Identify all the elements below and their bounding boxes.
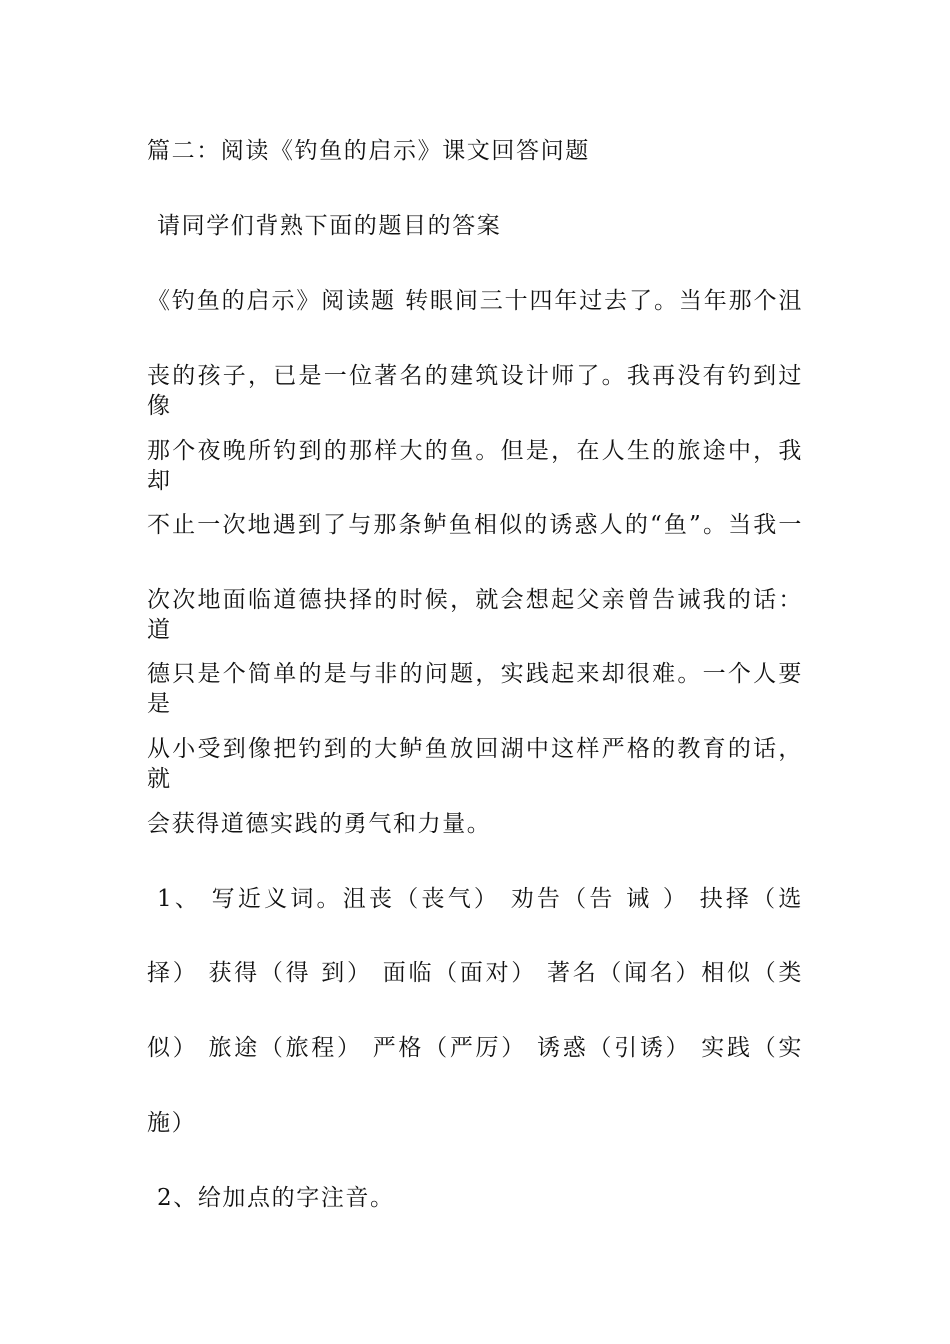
passage-line: 德只是个简单的是与非的问题，实践起来却很难。一个人要是 xyxy=(147,661,803,717)
passage-line: 丧的孩子，已是一位著名的建筑设计师了。我再没有钓到过像 xyxy=(147,363,803,419)
document-subtitle: 请同学们背熟下面的题目的答案 xyxy=(157,213,502,239)
passage-line: 《钓鱼的启示》阅读题 转眼间三十四年过去了。当年那个沮 xyxy=(147,288,803,314)
passage-line: 会获得道德实践的勇气和力量。 xyxy=(147,811,492,837)
question-1-line: 似） 旅途（旅程） 严格（严厉） 诱惑（引诱） 实践（实 xyxy=(147,1035,803,1061)
question-1-line: 施） xyxy=(147,1110,197,1136)
question-1-line: 择） 获得（得 到） 面临（面对） 著名（闻名）相似（类 xyxy=(147,960,803,986)
question-1-line: 1、 写近义词。沮丧（丧气） 劝告（告 诫 ） 抉择（选 xyxy=(157,886,803,912)
passage-line: 那个夜晚所钓到的那样大的鱼。但是，在人生的旅途中，我却 xyxy=(147,438,803,494)
document-title: 篇二：阅读《钓鱼的启示》课文回答问题 xyxy=(147,138,590,164)
passage-line: 从小受到像把钓到的大鲈鱼放回湖中这样严格的教育的话，就 xyxy=(147,736,803,792)
question-2: 2、给加点的字注音。 xyxy=(157,1185,395,1211)
passage-line: 不止一次地遇到了与那条鲈鱼相似的诱惑人的“鱼”。当我一 xyxy=(147,512,803,538)
passage-line: 次次地面临道德抉择的时候，就会想起父亲曾告诫我的话：道 xyxy=(147,587,803,643)
